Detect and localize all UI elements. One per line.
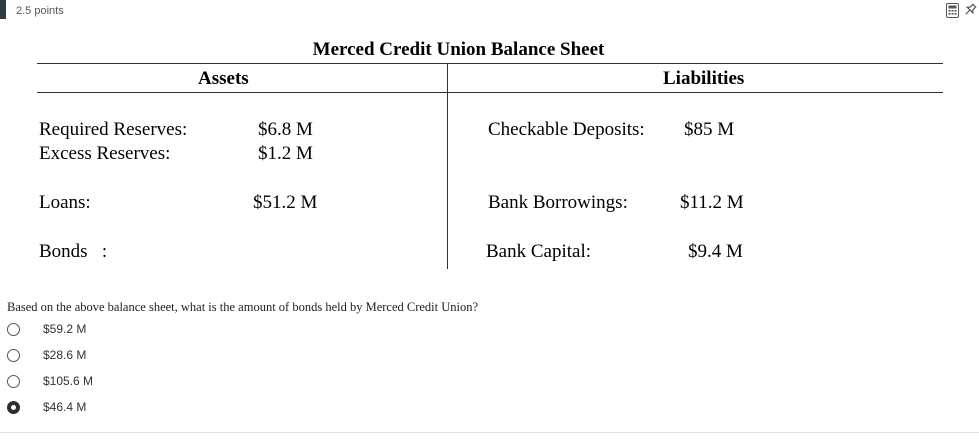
answer-option-label: $59.2 M	[43, 322, 87, 336]
question-text: Based on the above balance sheet, what is the amount of bonds held by Merced Credit Union?	[7, 300, 479, 314]
answer-option-label: $28.6 M	[43, 348, 87, 362]
loans-value: $51.2 M	[253, 192, 318, 213]
table-header-rule	[37, 92, 943, 93]
question-status-bar	[0, 0, 6, 19]
required-reserves-value: $6.8 M	[258, 119, 313, 140]
answer-option-label: $46.4 M	[43, 400, 87, 414]
radio-button[interactable]	[7, 375, 20, 388]
answer-option[interactable]	[7, 346, 87, 364]
points-label: 2.5 points	[16, 5, 64, 17]
bank-borrowings-value: $11.2 M	[680, 192, 744, 213]
bank-capital-label: Bank Capital:	[486, 241, 592, 262]
answer-option[interactable]	[7, 320, 87, 338]
table-divider	[447, 63, 448, 269]
loans-label: Loans:	[39, 192, 91, 213]
balance-sheet-title: Merced Credit Union Balance Sheet	[312, 39, 605, 60]
divider	[0, 432, 979, 433]
radio-button-selected[interactable]	[7, 401, 20, 414]
assets-heading: Assets	[198, 68, 249, 89]
liabilities-heading: Liabilities	[663, 68, 745, 89]
bonds-label: Bonds :	[39, 241, 108, 262]
radio-button[interactable]	[7, 349, 20, 362]
answer-option[interactable]	[7, 372, 94, 390]
calculator-icon[interactable]	[944, 1, 960, 19]
required-reserves-label: Required Reserves:	[39, 119, 188, 140]
radio-button[interactable]	[7, 323, 20, 336]
excess-reserves-value: $1.2 M	[258, 143, 313, 164]
excess-reserves-label: Excess Reserves:	[39, 143, 171, 164]
table-top-rule	[37, 63, 943, 64]
bank-capital-value: $9.4 M	[688, 241, 743, 262]
checkable-deposits-value: $85 M	[684, 119, 735, 140]
answer-option[interactable]	[7, 398, 87, 416]
checkable-deposits-label: Checkable Deposits:	[488, 119, 645, 140]
bank-borrowings-label: Bank Borrowings:	[488, 192, 628, 213]
answer-option-label: $105.6 M	[43, 374, 94, 388]
pin-icon[interactable]	[962, 1, 978, 19]
